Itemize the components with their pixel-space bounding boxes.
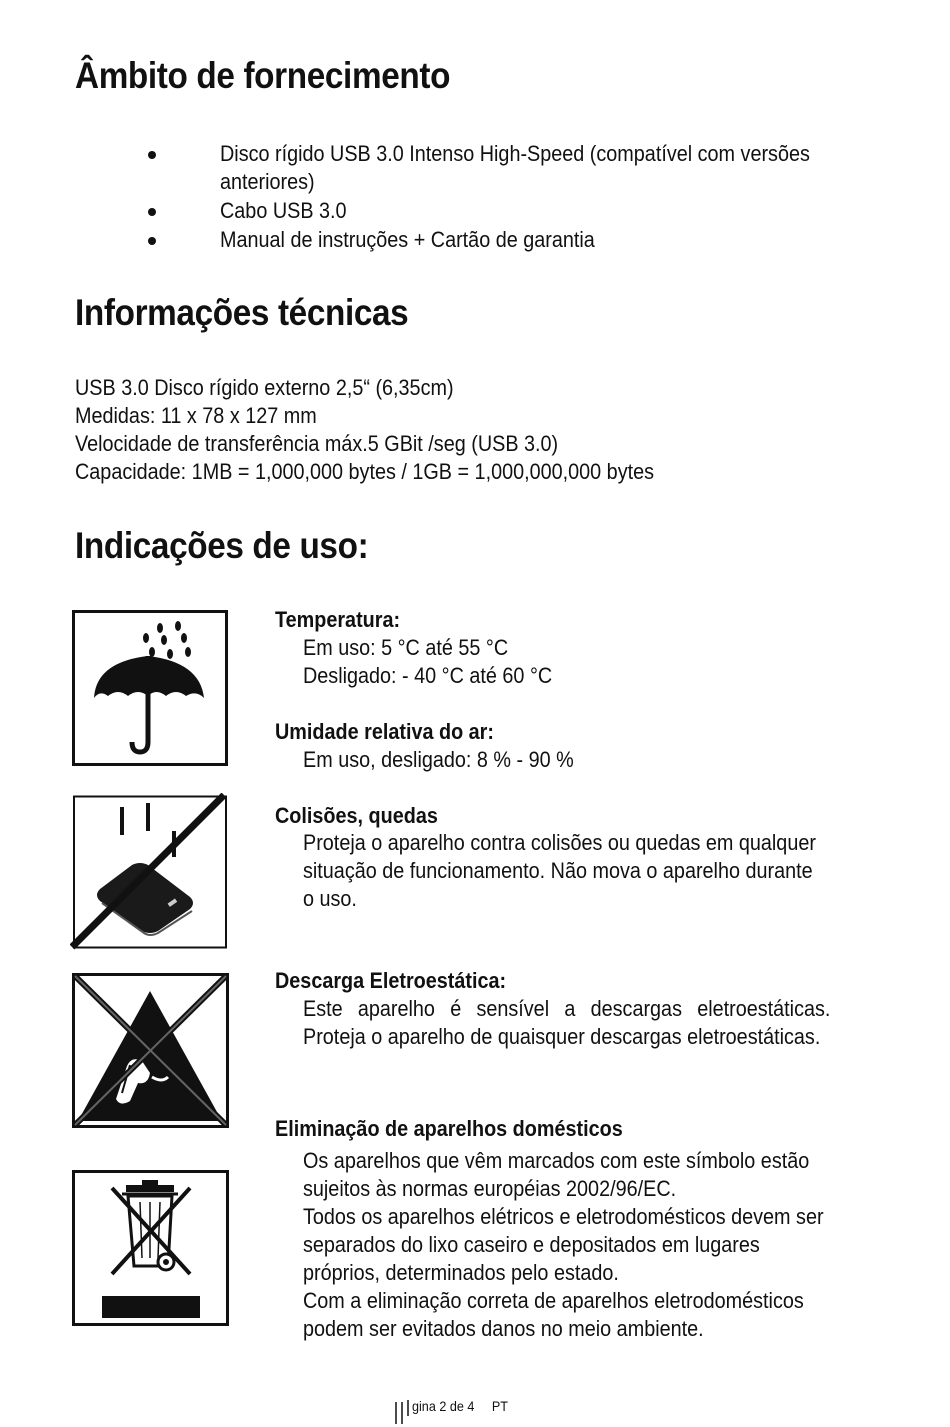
- crossed-bin-icon: [72, 1170, 229, 1326]
- esd-warning-icon: [72, 973, 229, 1128]
- umidade-heading: Umidade relativa do ar:: [275, 719, 494, 744]
- list-item-disco: Disco rígido USB 3.0 Intenso High-Speed (compatível com versões: [220, 141, 810, 166]
- descarga-linha-2: Proteja o aparelho de quaisquer descargas eletroestáticas.: [303, 1024, 821, 1049]
- page-number: gina 2 de 4: [412, 1398, 475, 1414]
- bullet-dot: [148, 237, 156, 245]
- colisoes-linha-1: Proteja o aparelho contra colisões ou quedas em qualquer: [303, 830, 816, 855]
- colisoes-heading: Colisões, quedas: [275, 803, 438, 828]
- page-footer: [412, 1398, 508, 1414]
- heading-indicacoes: Indicações de uso:: [75, 525, 369, 566]
- descarga-linha-1: Este aparelho é sensível a descargas eletroestáticas.: [303, 996, 831, 1021]
- footer-mark-icon: [393, 1398, 413, 1426]
- list-item-manual: Manual de instruções + Cartão de garantia: [220, 227, 595, 252]
- temperatura-heading: Temperatura:: [275, 607, 401, 632]
- list-item-disco-cont: anteriores): [220, 169, 315, 194]
- language-code: PT: [491, 1398, 508, 1414]
- spec-usb: USB 3.0 Disco rígido externo 2,5“ (6,35cm): [75, 375, 454, 400]
- eliminacao-linha-5: próprios, determinados pelo estado.: [303, 1260, 619, 1285]
- eliminacao-linha-3: Todos os aparelhos elétricos e eletrodomésticos devem ser: [303, 1204, 824, 1229]
- colisoes-linha-3: o uso.: [303, 886, 357, 911]
- temperatura-em-uso: Em uso: 5 °C até 55 °C: [303, 635, 509, 660]
- descarga-heading: Descarga Eletroestática:: [275, 968, 507, 993]
- bullet-dot: [148, 151, 156, 159]
- spec-velocidade: Velocidade de transferência máx.5 GBit /seg (USB 3.0): [75, 431, 559, 456]
- eliminacao-heading: Eliminação de aparelhos domésticos: [275, 1116, 623, 1141]
- heading-informacoes: Informações técnicas: [75, 292, 409, 333]
- eliminacao-linha-1: Os aparelhos que vêm marcados com este símbolo estão: [303, 1148, 810, 1173]
- umidade-valor: Em uso, desligado: 8 % - 90 %: [303, 747, 574, 772]
- eliminacao-linha-7: podem ser evitados danos no meio ambiente.: [303, 1316, 704, 1341]
- eliminacao-linha-4: separados do lixo caseiro e depositados em lugares: [303, 1232, 760, 1257]
- umbrella-icon: [72, 610, 228, 766]
- eliminacao-linha-2: sujeitos às normas européias 2002/96/EC.: [303, 1176, 677, 1201]
- temperatura-desligado: Desligado: - 40 °C até 60 °C: [303, 663, 553, 688]
- eliminacao-linha-6: Com a eliminação correta de aparelhos eletrodomésticos: [303, 1288, 804, 1313]
- colisoes-linha-2: situação de funcionamento. Não mova o aparelho durante: [303, 858, 813, 883]
- list-item-cabo: Cabo USB 3.0: [220, 198, 347, 223]
- heading-ambito: Âmbito de fornecimento: [75, 55, 451, 96]
- no-drop-icon: [70, 793, 230, 951]
- spec-medidas: Medidas: 11 x 78 x 127 mm: [75, 403, 317, 428]
- spec-capacidade: Capacidade: 1MB = 1,000,000 bytes / 1GB = 1,000,000,000 bytes: [75, 459, 655, 484]
- bullet-dot: [148, 208, 156, 216]
